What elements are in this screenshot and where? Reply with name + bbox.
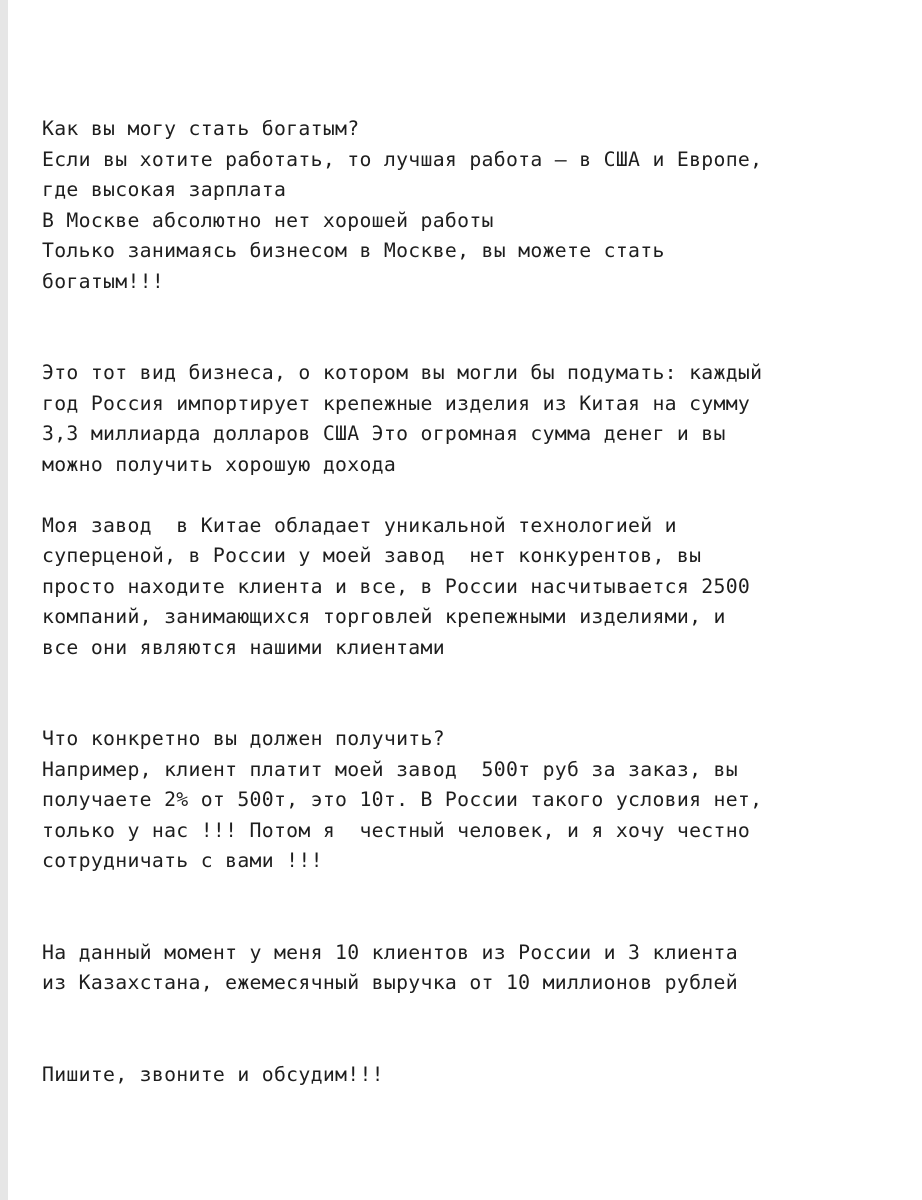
text-line: В Москве абсолютно нет хорошей работы [42, 208, 494, 232]
text-line: компаний, занимающихся торговлей крепежными изделиями, и [42, 605, 726, 628]
text-line: все они являются нашими клиентами [42, 635, 445, 659]
blank-line [42, 1029, 912, 1060]
text-line: Что конкретно вы должен получить? [42, 727, 445, 750]
text-line: просто находите клиента и все, в России насчитывается 2500 [42, 574, 751, 598]
text-line: 3,3 миллиарда долларов США Это огромная сумма денег и вы [42, 422, 726, 445]
text-line: где высокая зарплата [42, 178, 287, 201]
text-line: Если вы хотите работать, то лучшая работа – в США и Европе, [42, 147, 763, 171]
document-page [8, 0, 922, 1200]
blank-line [42, 694, 912, 725]
text-line: Как вы могу стать богатым? [42, 117, 360, 140]
text-line: Пишите, звоните и обсудим!!! [42, 1062, 384, 1086]
blank-line [42, 663, 912, 694]
blank-line [42, 328, 912, 359]
text-line: Моя завод в Китае обладает уникальной технологией и [42, 513, 677, 537]
text-line: получаете 2% от 500т, это 10т. В России такого условия нет, [42, 788, 763, 811]
page-left-edge [0, 0, 8, 1200]
text-line: суперценой, в России у моей завод нет конкурентов, вы [42, 544, 702, 567]
blank-line [42, 297, 912, 328]
text-line: год Россия импортирует крепежные изделия из Китая на сумму [42, 391, 751, 415]
text-line: Только занимаясь бизнесом в Москве, вы можете стать [42, 239, 665, 262]
blank-line [42, 999, 912, 1030]
text-line: можно получить хорошую дохода [42, 452, 397, 476]
text-line: богатым!!! [42, 269, 165, 293]
text-line: сотрудничать с вами !!! [42, 849, 323, 872]
text-line: из Казахстана, ежемесячный выручка от 10 миллионов рублей [42, 971, 738, 994]
blank-line [42, 907, 912, 938]
text-line: Например, клиент платит моей завод 500т руб за заказ, вы [42, 757, 738, 781]
blank-line [42, 480, 912, 511]
blank-line [42, 877, 912, 908]
text-line: Это тот вид бизнеса, о котором вы могли бы подумать: каждый [42, 361, 763, 384]
text-line: только у нас !!! Потом я честный человек, и я хочу честно [42, 818, 751, 842]
text-line: На данный момент у меня 10 клиентов из России и 3 клиента [42, 940, 738, 964]
document-text [42, 114, 912, 1090]
